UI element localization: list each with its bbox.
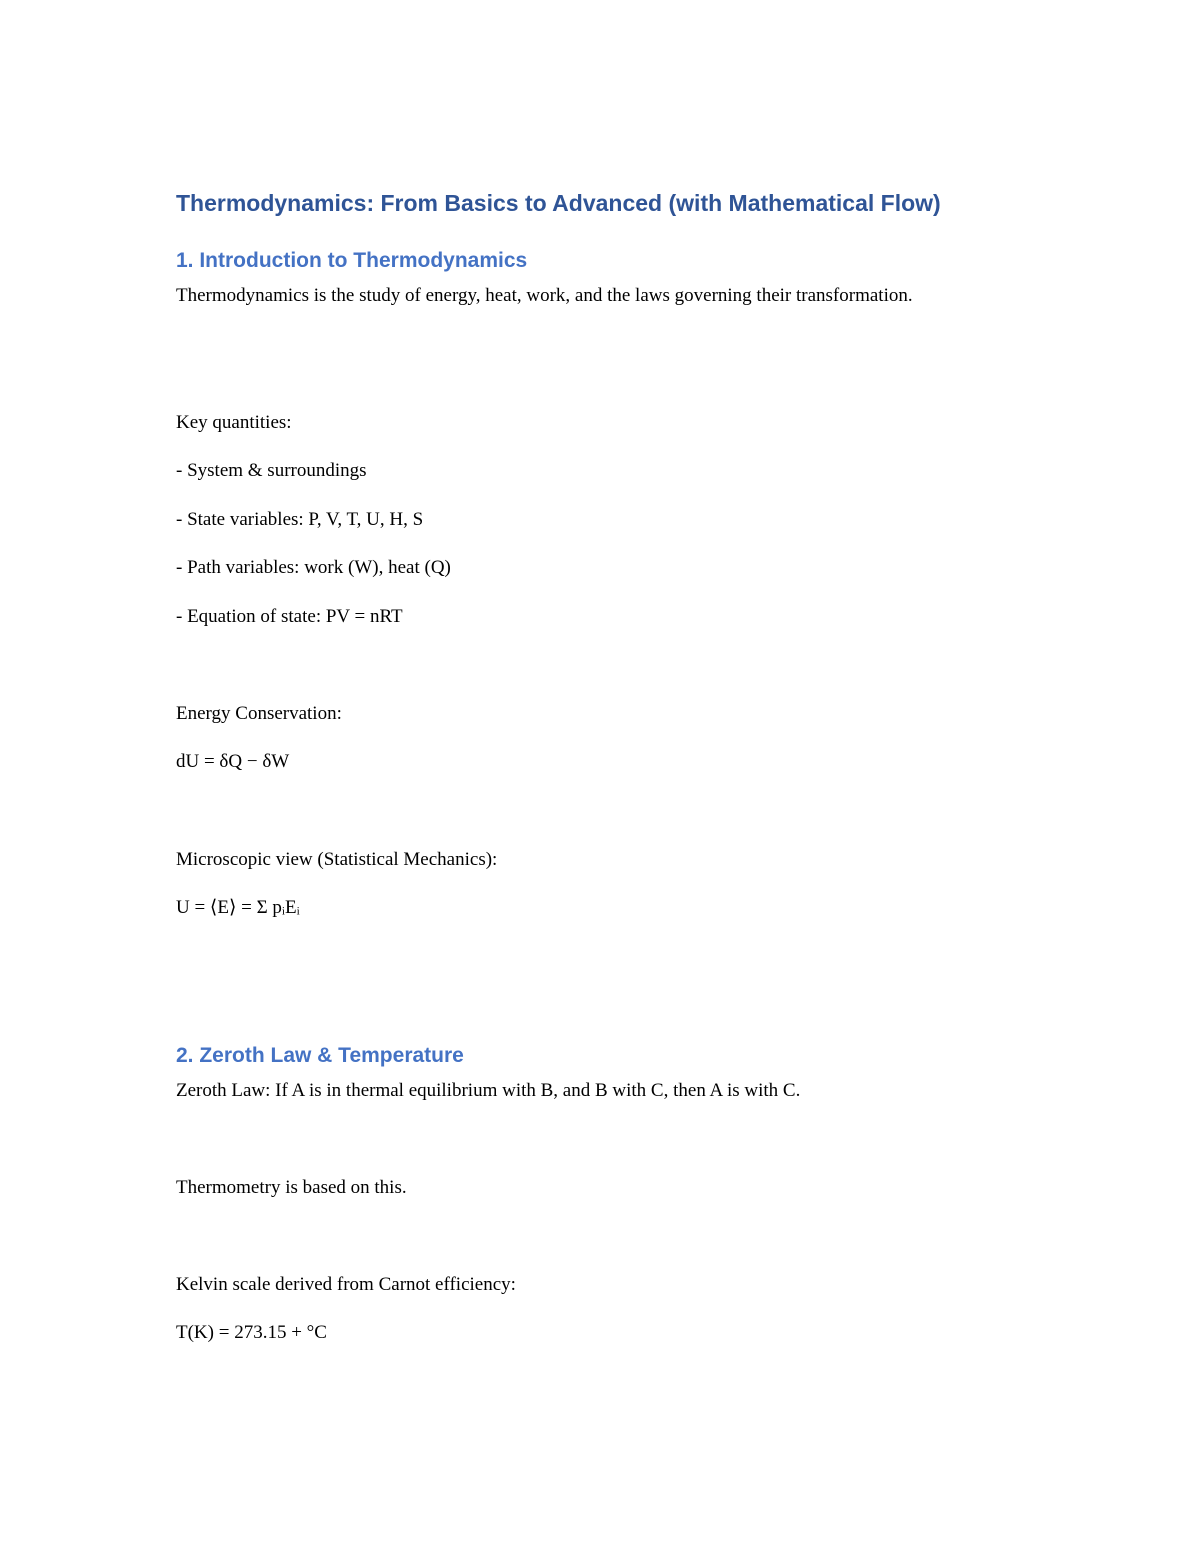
kelvin-scale-equation: T(K) = 273.15 + °C xyxy=(176,1322,327,1343)
list-item: - Equation of state: PV = nRT xyxy=(176,606,403,627)
list-item: - System & surroundings xyxy=(176,460,367,481)
energy-conservation-label: Energy Conservation: xyxy=(176,703,342,724)
kelvin-scale-label: Kelvin scale derived from Carnot efficiency: xyxy=(176,1274,516,1295)
zeroth-law-statement: Zeroth Law: If A is in thermal equilibrium with B, and B with C, then A is with C. xyxy=(176,1080,801,1101)
document-title: Thermodynamics: From Basics to Advanced (with Mathematical Flow) xyxy=(176,190,941,216)
microscopic-view-label: Microscopic view (Statistical Mechanics): xyxy=(176,849,498,870)
section-1-intro: Thermodynamics is the study of energy, heat, work, and the laws governing their transformation. xyxy=(176,285,913,306)
thermometry-note: Thermometry is based on this. xyxy=(176,1177,407,1198)
energy-conservation-equation: dU = δQ − δW xyxy=(176,751,290,772)
microscopic-view-equation: U = ⟨E⟩ = Σ pᵢEᵢ xyxy=(176,897,300,918)
list-item: - Path variables: work (W), heat (Q) xyxy=(176,557,451,578)
list-item: - State variables: P, V, T, U, H, S xyxy=(176,509,424,530)
section-1-heading: 1. Introduction to Thermodynamics xyxy=(176,249,528,272)
document-page xyxy=(176,0,1036,1553)
key-quantities-label: Key quantities: xyxy=(176,412,292,433)
section-2-heading: 2. Zeroth Law & Temperature xyxy=(176,1044,464,1067)
